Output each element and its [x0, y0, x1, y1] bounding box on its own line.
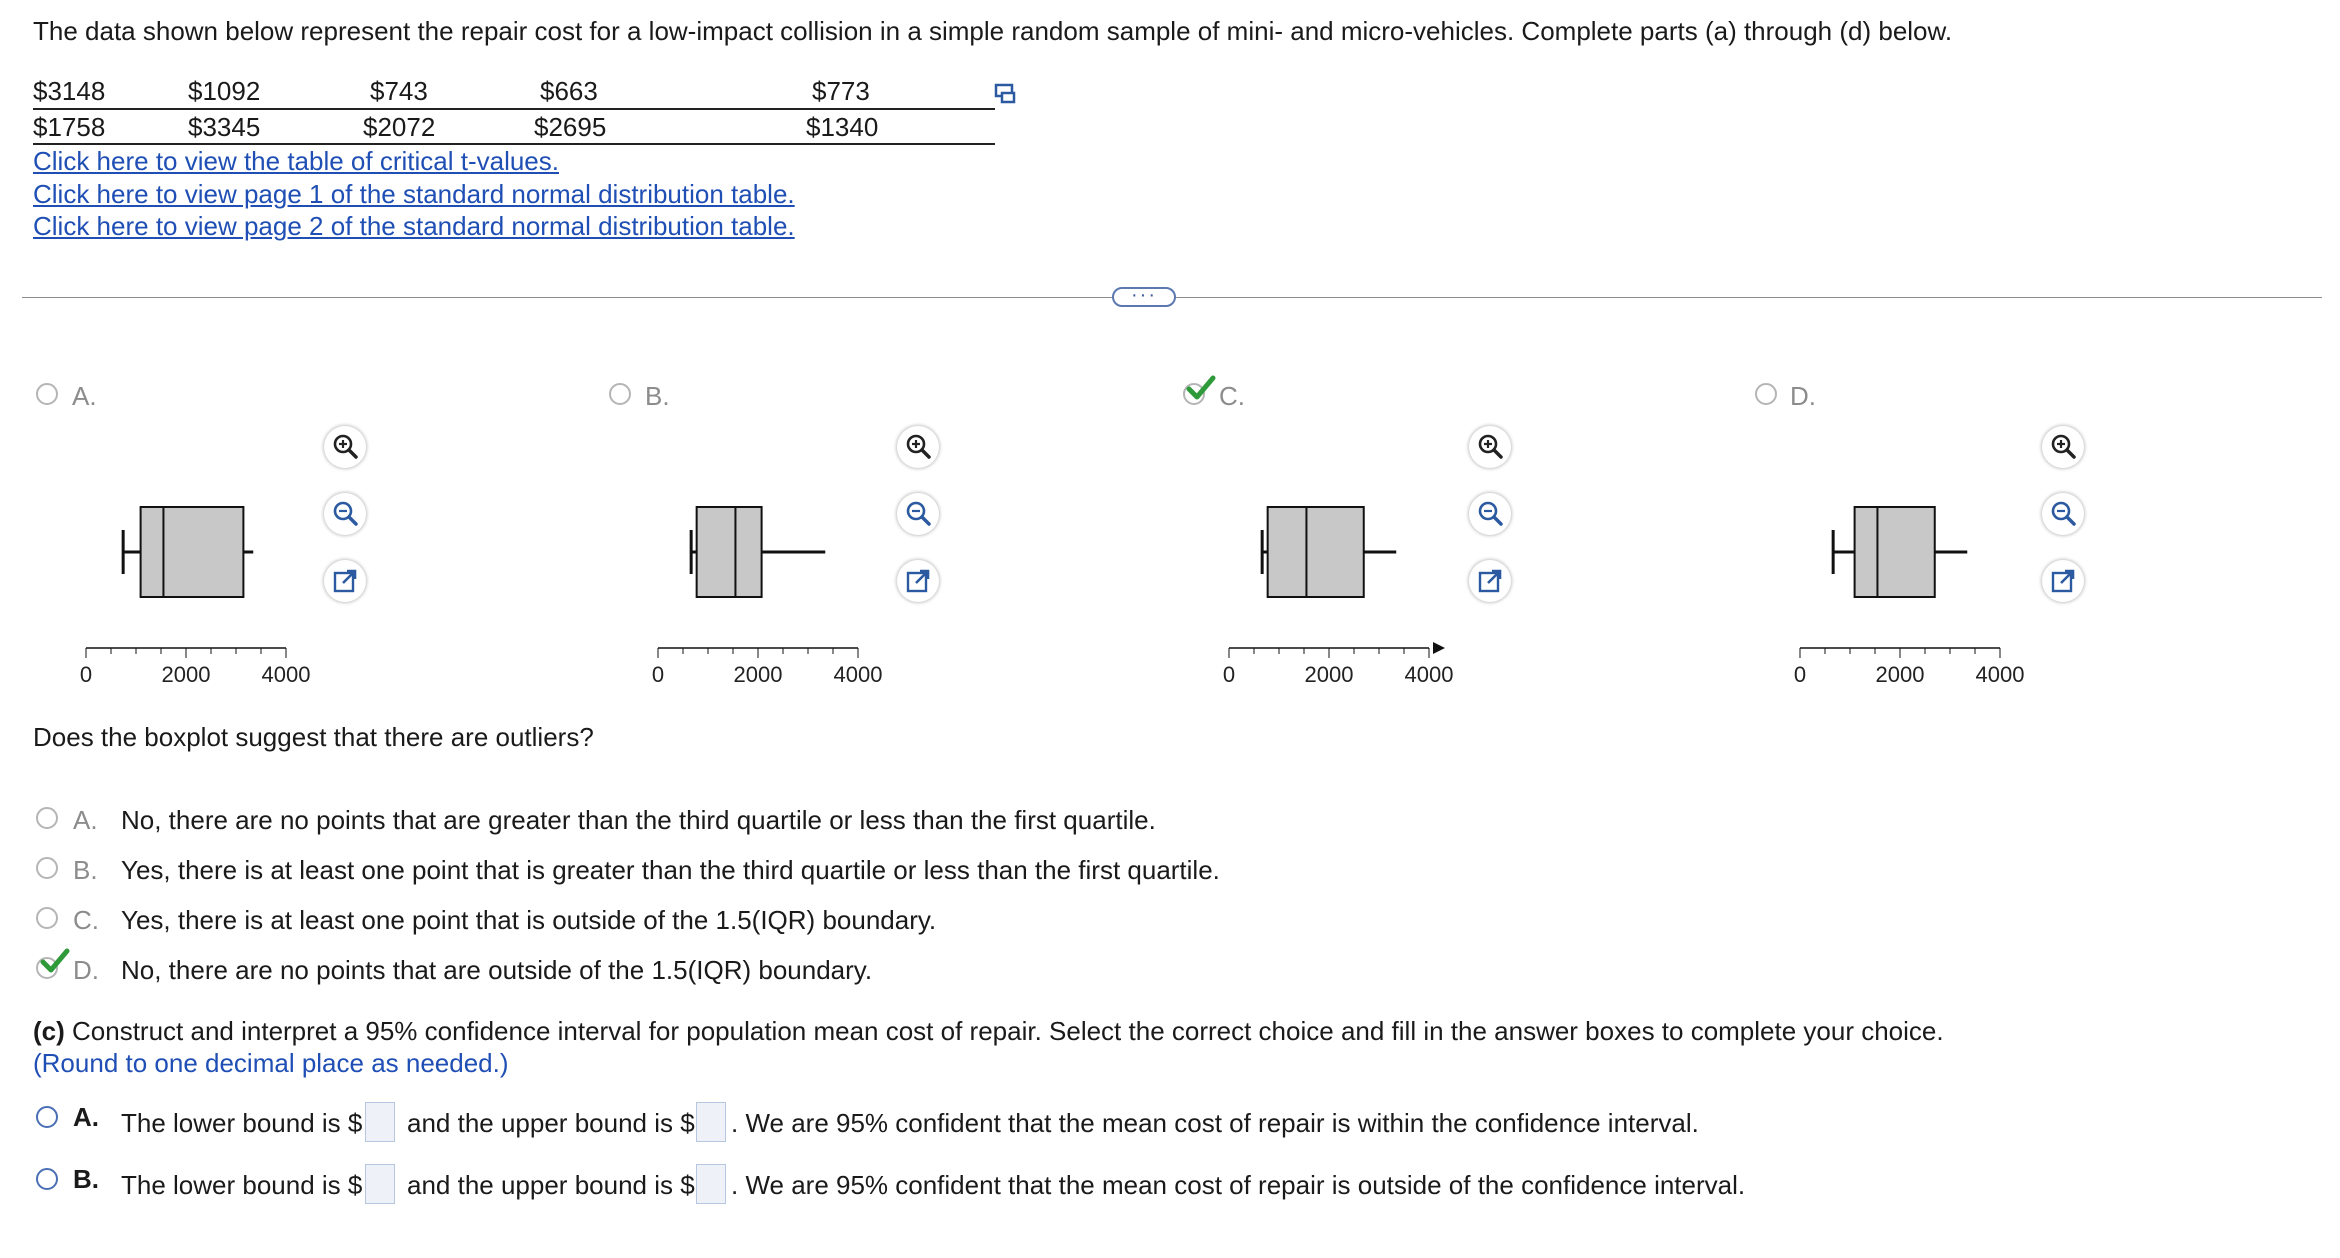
- option-letter: A.: [72, 381, 97, 411]
- outlier-question: Does the boxplot suggest that there are outliers?: [33, 722, 594, 752]
- ci-b-lower-input[interactable]: [365, 1164, 395, 1204]
- problem-statement: The data shown below represent the repair cost for a low-impact collision in a simple random sample of mini- and micro-vehicles. Complete parts (a) through (d) below.: [33, 16, 1953, 46]
- ci-letter: A.: [73, 1102, 99, 1132]
- table-cell: $1758: [33, 112, 106, 142]
- table-rule: [33, 143, 995, 145]
- answer-letter: B.: [73, 855, 98, 885]
- table-rule: [33, 108, 995, 110]
- table-cell: $1092: [188, 76, 261, 106]
- checkmark-icon: [40, 948, 70, 974]
- t-table-link[interactable]: Click here to view the table of critical t-values.: [33, 146, 559, 176]
- answer-letter: D.: [73, 955, 99, 985]
- part-c-text: Construct and interpret a 95% confidence interval for population mean cost of repair. Select the correct choice and fill in the answer boxes to complete your choice.: [72, 1016, 1944, 1046]
- answer-radio-a[interactable]: [36, 807, 58, 829]
- tick-label: 4000: [833, 662, 883, 687]
- table-cell: $2695: [534, 112, 607, 142]
- tick-label: 2000: [161, 662, 211, 687]
- normal-table-page2-link[interactable]: Click here to view page 2 of the standard normal distribution table.: [33, 211, 795, 241]
- boxplot-c: [1213, 480, 1513, 687]
- zoom-out-icon[interactable]: [897, 493, 939, 535]
- zoom-out-icon[interactable]: [324, 493, 366, 535]
- answer-text: Yes, there is at least one point that is outside of the 1.5(IQR) boundary.: [121, 905, 937, 935]
- zoom-in-icon[interactable]: [897, 426, 939, 468]
- answer-text: No, there are no points that are greater than the third quartile or less than the first quartile.: [121, 805, 1156, 835]
- tick-label: 4000: [1404, 662, 1454, 687]
- tick-label: 2000: [733, 662, 783, 687]
- copy-data-icon[interactable]: [993, 80, 1017, 104]
- answer-letter: C.: [73, 905, 99, 935]
- expand-icon[interactable]: [897, 560, 939, 602]
- tick-label: 4000: [1975, 662, 2025, 687]
- ci-a-lower-input[interactable]: [365, 1102, 395, 1142]
- iqr-box: [1268, 507, 1364, 597]
- table-cell: $1340: [806, 112, 879, 142]
- boxplot-radio-a[interactable]: [36, 383, 58, 405]
- expand-icon[interactable]: [324, 560, 366, 602]
- ci-interpretation: . We are 95% confident that the mean cost of repair is outside of the confidence interval.: [731, 1170, 1746, 1200]
- expand-icon[interactable]: [2042, 560, 2084, 602]
- iqr-box: [141, 507, 244, 597]
- boxplot-radio-b[interactable]: [609, 383, 631, 405]
- option-letter: C.: [1219, 381, 1245, 411]
- ci-a-upper-input[interactable]: [696, 1102, 726, 1142]
- round-note: (Round to one decimal place as needed.): [33, 1048, 509, 1078]
- answer-text: Yes, there is at least one point that is greater than the third quartile or less than the first quartile.: [121, 855, 1220, 885]
- ci-b-upper-input[interactable]: [696, 1164, 726, 1204]
- tick-label: 0: [651, 662, 665, 687]
- boxplot-radio-d[interactable]: [1755, 383, 1777, 405]
- table-cell: $3148: [33, 76, 106, 106]
- option-letter: D.: [1790, 381, 1816, 411]
- table-cell: $3345: [188, 112, 261, 142]
- ci-lower-label: The lower bound is $: [121, 1170, 363, 1200]
- ci-interpretation: . We are 95% confident that the mean cost of repair is within the confidence interval.: [731, 1108, 1699, 1138]
- ci-radio-a[interactable]: [36, 1106, 58, 1128]
- expand-icon[interactable]: [1469, 560, 1511, 602]
- table-cell: $773: [812, 76, 870, 106]
- axis-arrow: [1433, 642, 1445, 654]
- tick-label: 4000: [261, 662, 311, 687]
- table-cell: $2072: [363, 112, 436, 142]
- option-letter: B.: [645, 381, 670, 411]
- zoom-out-icon[interactable]: [1469, 493, 1511, 535]
- normal-table-page1-link[interactable]: Click here to view page 1 of the standard normal distribution table.: [33, 179, 795, 209]
- answer-radio-b[interactable]: [36, 857, 58, 879]
- part-c-prompt: (c) Construct and interpret a 95% confidence interval for population mean cost of repair. Select the correct choice and fill in the answer boxes to complete your choice.: [33, 1016, 1944, 1046]
- zoom-in-icon[interactable]: [324, 426, 366, 468]
- zoom-in-icon[interactable]: [1469, 426, 1511, 468]
- tick-label: 2000: [1304, 662, 1354, 687]
- ci-letter: B.: [73, 1164, 99, 1194]
- iqr-box: [1855, 507, 1935, 597]
- zoom-out-icon[interactable]: [2042, 493, 2084, 535]
- expand-more-button[interactable]: ···: [1112, 287, 1176, 307]
- answer-radio-c[interactable]: [36, 907, 58, 929]
- table-cell: $663: [540, 76, 598, 106]
- ci-radio-b[interactable]: [36, 1168, 58, 1190]
- answer-text: No, there are no points that are outside of the 1.5(IQR) boundary.: [121, 955, 873, 985]
- ci-lower-label: The lower bound is $: [121, 1108, 363, 1138]
- tick-label: 0: [1222, 662, 1236, 687]
- tick-label: 0: [1793, 662, 1807, 687]
- ci-upper-label: and the upper bound is $: [407, 1108, 695, 1138]
- answer-letter: A.: [73, 805, 98, 835]
- boxplot-d: [1784, 480, 2084, 687]
- tick-label: 0: [79, 662, 93, 687]
- ci-upper-label: and the upper bound is $: [407, 1170, 695, 1200]
- checkmark-icon: [1186, 375, 1216, 401]
- zoom-in-icon[interactable]: [2042, 426, 2084, 468]
- iqr-box: [697, 507, 762, 597]
- table-cell: $743: [370, 76, 428, 106]
- tick-label: 2000: [1875, 662, 1925, 687]
